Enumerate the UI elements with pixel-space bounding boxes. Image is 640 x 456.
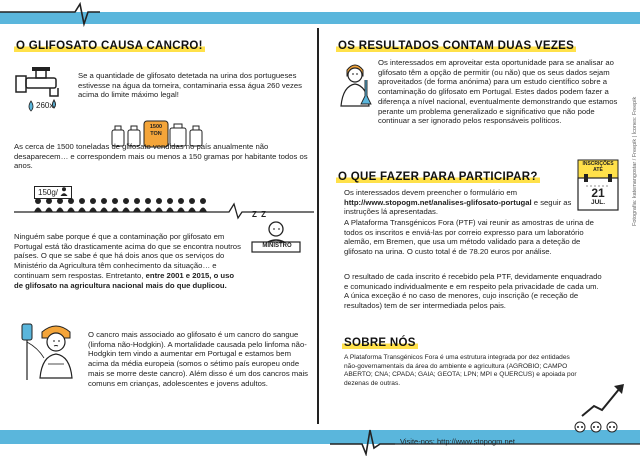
form-link[interactable]: http://www.stopogm.net/analises-glifosato-portugal: [344, 197, 532, 207]
right-paragraph-3: A Plataforma Transgénicos Fora (PTF) vai reunir as amostras de urina de todos os inscritos e enviá-las por correio expresso para um laboratório alemão, em Bremen, que usa um método validado para a deteção de glifosato na urina. O custo total é de 78.20 euros por análise.: [344, 218, 594, 257]
heartbeat-bottom-icon: [0, 396, 640, 456]
zzz-text: Z Z: [252, 210, 267, 219]
footer: Visite-nos: http://www.stopogm.net: [400, 437, 515, 446]
right-title-results: OS RESULTADOS CONTAM DUAS VEZES: [338, 40, 575, 52]
right-paragraph-5: A Plataforma Transgénicos Fora é uma estrutura integrada por dez entidades não-governamentais da área do ambiente e agricultura (AGROBIO; CAMPO ABERTO; CNA; CPADA; GAIA; GEOTA; LPN; MPI e QUERCUS) e apoiada por dezenas de outras.: [344, 354, 577, 387]
water-tap-icon: [14, 64, 74, 119]
left-paragraph-4: O cancro mais associado ao glifosato é um cancro do sangue (linfoma não-Hodgkin). A mortalidade causada pelo linfoma não-Hodgkin tem vindo a aumentar em Portugal e estamos bem acima da média europeia (somos o sétimo país europeu onde mais se morre deste cancro). Além disso é um dos cancros mais comuns em crianças, adolescentes e jovens adultos.: [88, 330, 309, 388]
minister-label: MINISTRO: [262, 243, 292, 249]
right-paragraph-4: O resultado de cada inscrito é recebido pela PTF, devidamente enquadrado e comunicado individualmente e em respeito pela privacidade de cada um. A única exceção é no caso de menores, cujo inscrição (e receção de resultados) tem de ser intermediada pelos pais.: [344, 272, 602, 311]
left-paragraph-1: Se a quantidade de glifosato detetada na urina dos portugueses estivesse na água da torneira, contaminaria essa água 260 vezes acima do limite máximo legal!: [78, 71, 302, 100]
per-person-tag: 150g/: [34, 186, 72, 199]
right-title-about: SOBRE NÓS: [344, 337, 416, 349]
cancer-patient-icon: [20, 318, 80, 384]
calendar-day: 21: [591, 186, 605, 200]
left-paragraph-3: Ninguém sabe porque é que a contaminação por glifosato em Portugal está tão drasticamente acima do que se encontra noutros países. O que se sabe é que há dois anos que os serviços do Ministério da Agricultura têm conhecimento da situação… e continuam sem respostas. Entretanto, entre 2001 e 2015, o uso de glifosato na agricultura nacional mais do que duplicou.: [14, 232, 241, 290]
calendar-header: INSCRIÇÕES ATÉ: [582, 161, 614, 173]
skull-icons: [570, 419, 630, 437]
population-people-icons: [14, 198, 314, 218]
photo-credit: Fotografia: katemangostar / Freepik | Ícones: Freepik: [632, 96, 638, 226]
scientist-icon: [335, 58, 375, 110]
person-small-icon: [60, 187, 68, 196]
sleeping-minister-icon: [246, 218, 306, 258]
heartbeat-top-icon: [0, 0, 640, 30]
right-paragraph-1: Os interessados em aproveitar esta oportunidade para se analisar ao glifosato têm a opção de permitir (ou não) que os seus dados sejam aproveitados (de forma anónima) para um estudo científico sobre a contaminação do glifosato em Portugal. Estes dados podem fazer a diferença a nível nacional, eventualmente demonstrando que estamos perante um problema generalizado e significativo que não pode continuar a ser ignorado pelos responsáveis políticos.: [378, 58, 618, 126]
left-title: O GLIFOSATO CAUSA CANCRO!: [16, 40, 203, 52]
right-title-participate: O QUE FAZER PARA PARTICIPAR?: [338, 171, 538, 183]
calendar-month: JUL.: [590, 199, 606, 206]
right-paragraph-2: Os interessados devem preencher o formulário em http://www.stopogm.net/analises-glifosato-portugal e seguir as instruções lá apresentadas.: [344, 188, 572, 217]
footer-link[interactable]: http://www.stopogm.net: [436, 437, 515, 446]
ton-badge: 1500 TON: [149, 124, 163, 137]
left-paragraph-2: As cerca de 1500 toneladas de glifosato vendidas no país anualmente não desaparecem… e correspondem mais ou menos a 150 gramas por habitante todos os anos.: [14, 142, 308, 171]
rising-trend-icon: [580, 380, 630, 420]
column-divider: [317, 28, 319, 424]
drop-icon: [26, 100, 36, 112]
tap-badge: 260x: [36, 101, 54, 110]
